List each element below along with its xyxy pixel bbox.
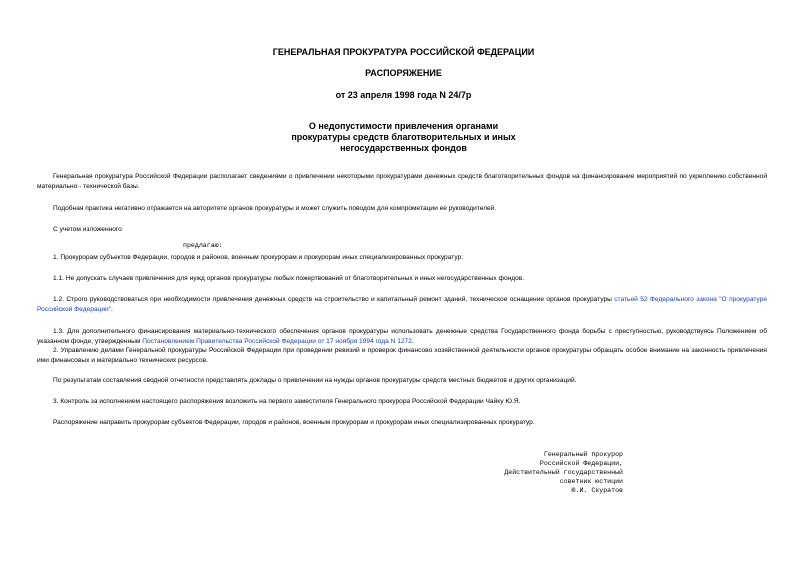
item-1-2 xyxy=(37,295,767,315)
paragraph-practice: Подобная практика негативно отражается на авторитете органов прокуратуры и может служить поводом для компрометации ее руководителей. xyxy=(53,205,497,212)
item-1-2-text: 1.2. Строго руководствоваться при необходимости привлечения денежных средств на строительство и капитальный ремонт зданий, техническое оснащение органов прокуратуры xyxy=(53,296,612,303)
item-1-3-text: 1.3. Для дополнительного финансирования материально-технического обеспечения органов прокуратуры использовать денежные средства Государственного фонда борьбы с преступностью, руководствуясь Положением об указанном фонде, утвержденным xyxy=(37,328,767,345)
paragraph-intro: Генеральная прокуратура Российской Федерации располагает сведениями о привлечении некоторыми прокуратурами денежных средств благотворительных фондов на финансирование мероприятий по укреплению собственной материально - технической базы. xyxy=(37,173,767,190)
item-1: 1. Прокурорам субъектов Федерации, городов и районов, военным прокурорам и прокурорам иных специализированных прокуратур: xyxy=(53,254,464,261)
signature-line: советник юстиции xyxy=(559,478,623,485)
item-2-reports: По результатам составления сводной отчетности представлять доклады о привлечении на нужды органов прокуратуры средств местных бюджетов и других организаций. xyxy=(53,377,577,384)
document-title-line: прокуратуры средств благотворительных и иных xyxy=(291,132,516,142)
distribution-paragraph: Распоряжение направить прокурорам субъектов Федерации, городов и районов, военным прокурорам и прокурорам иных специализированных прокуратур. xyxy=(53,419,535,426)
document-date-number: от 23 апреля 1998 года N 24/7р xyxy=(335,90,472,100)
signature-line: Генеральный прокурор xyxy=(543,451,623,458)
signatory-name: Ю.И. Скуратов xyxy=(571,487,623,494)
signature-line: Действительный государственный xyxy=(504,469,623,476)
item-1-3 xyxy=(37,327,767,347)
document-type: РАСПОРЯЖЕНИЕ xyxy=(365,68,442,78)
issuing-authority: ГЕНЕРАЛЬНАЯ ПРОКУРАТУРА РОССИЙСКОЙ ФЕДЕРАЦИИ xyxy=(272,47,535,57)
document-title-line: негосударственных фондов xyxy=(340,143,467,153)
law-article-link[interactable]: статьей 52 Федерального закона xyxy=(614,296,717,303)
item-2: 2. Управлению делами Генеральной прокуратуры Российской Федерации при проведении ревизий и проверок финансово хозяйственной деятельности органов прокуратуры обращать особое внимание на законность привлечения ими финансовых и материально технических ресурсов. xyxy=(37,347,767,364)
proposal-word: предлагаю: xyxy=(183,242,223,249)
document-title-line: О недопустимости привлечения органами xyxy=(308,121,499,131)
item-1-2-end: . xyxy=(111,306,113,313)
government-resolution-link[interactable]: Постановлением Правительства Российской Федерации от 17 ноября 1994 года N 1272 xyxy=(142,338,412,345)
signature-line: Российской Федерации, xyxy=(539,460,623,467)
item-1-1: 1.1. Не допускать случаев привлечения для нужд органов прокуратуры любых пожертвований от благотворительных и иных негосударственных фондов. xyxy=(53,275,525,282)
item-1-3-end: . xyxy=(411,338,414,345)
item-3: 3. Контроль за исполнением настоящего распоряжения возложить на первого заместителя Генерального прокурора Российской Федерации Чайку Ю.Я. xyxy=(53,398,521,405)
paragraph-considering: С учетом изложенного xyxy=(53,226,122,233)
law-title-link[interactable]: "О прокуратуре Российской Федерации" xyxy=(37,296,767,313)
